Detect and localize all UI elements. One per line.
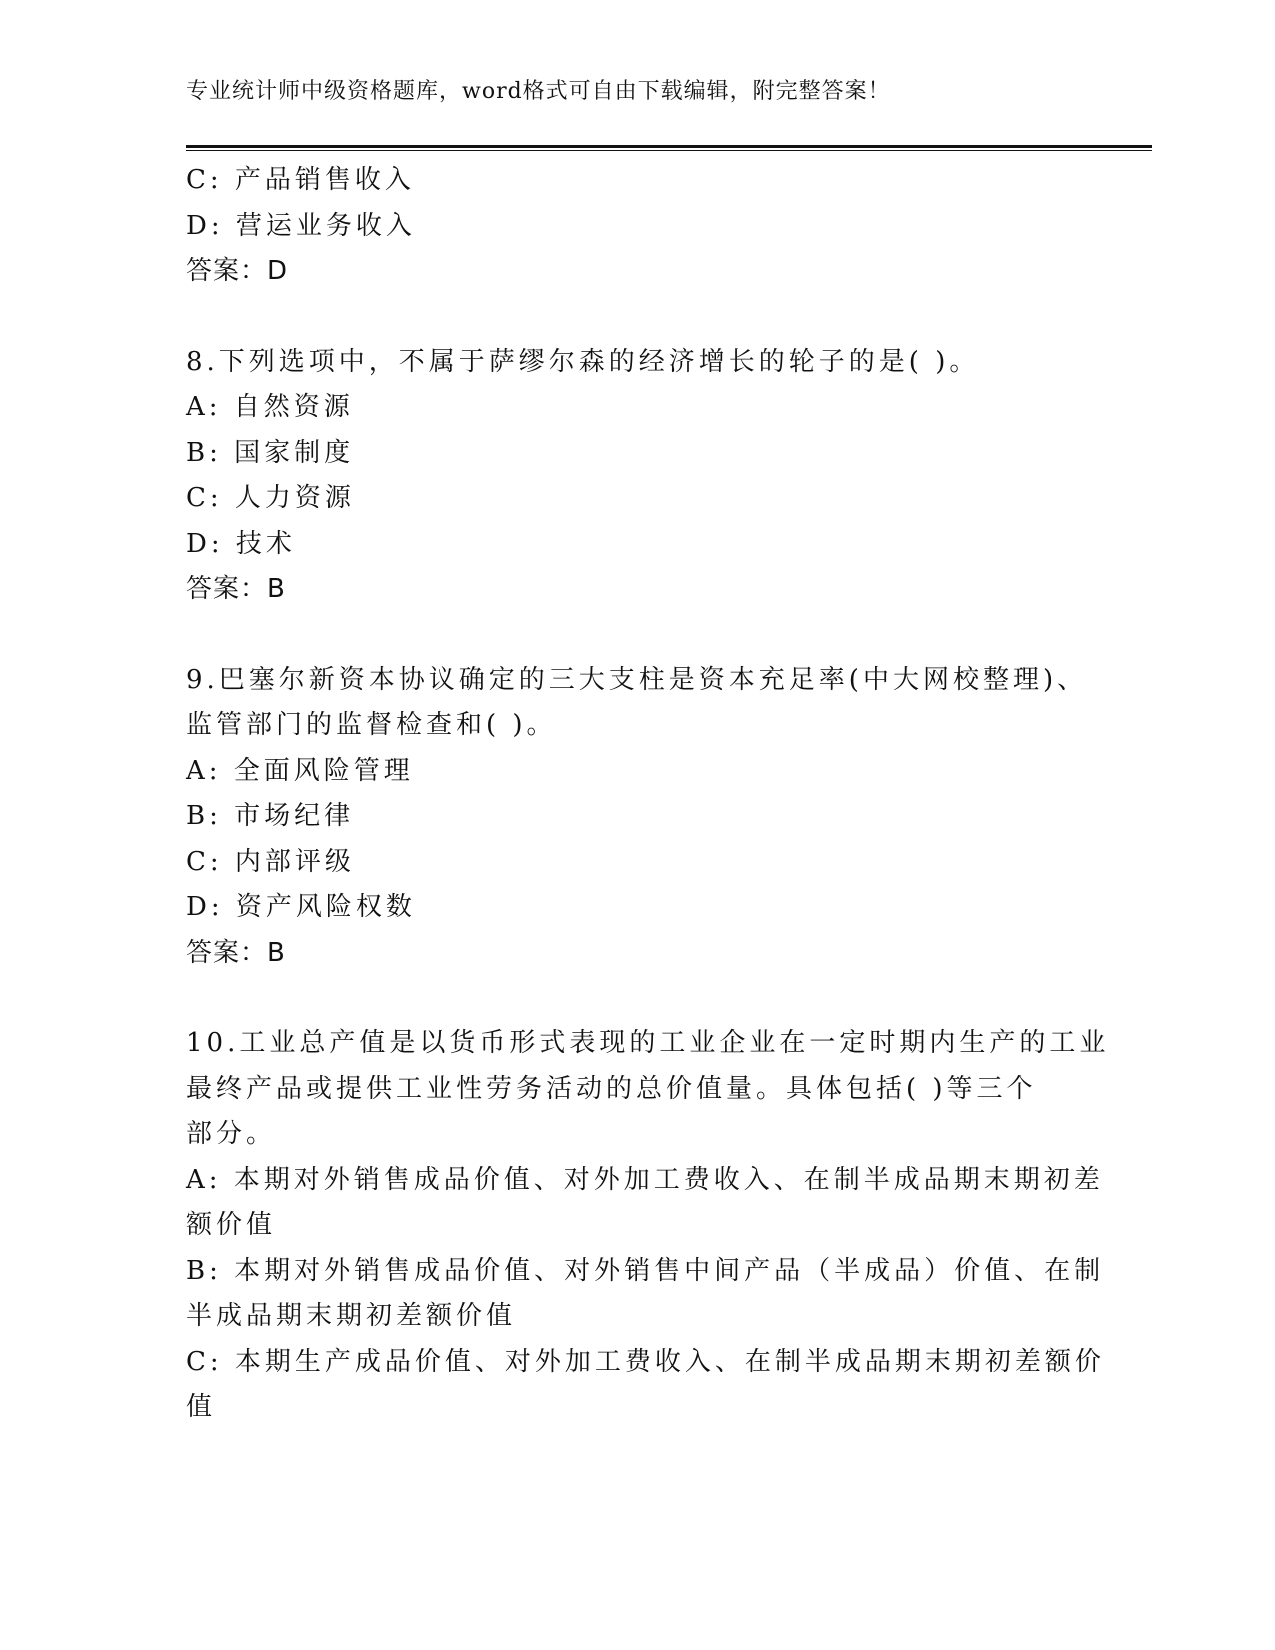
question-9-option-c: C: 内部评级: [186, 846, 355, 877]
question-9-option-d: D: 资产风险权数: [186, 892, 416, 922]
question-8-option-d: D: 技术: [186, 528, 296, 559]
question-10-option-b-line-2: 半成品期末期初差额价值: [186, 1301, 517, 1331]
question-10-option-c-line-2: 值: [186, 1392, 217, 1422]
question-content: [186, 158, 1110, 1431]
question-8-stem: 8.下列选项中，不属于萨缪尔森的经济增长的轮子的是( )。: [186, 346, 980, 377]
question-10-option-c-line-1: C: 本期生产成品价值、对外加工费收入、在制半成品期末期初差额价: [186, 1346, 1105, 1377]
question-8-option-c: C: 人力资源: [186, 483, 355, 513]
question-9-answer: 答案：B: [186, 937, 286, 968]
question-9-stem-line-1: 9.巴塞尔新资本协议确定的三大支柱是资本充足率(中大网校整理)、: [186, 664, 1088, 695]
question-8-answer: 答案：B: [186, 574, 286, 604]
header-rule-thin: [186, 150, 1152, 151]
option-d: D: 营运业务收入: [186, 210, 416, 241]
page-header: 专业统计师中级资格题库，word格式可自由下载编辑，附完整答案！: [186, 79, 891, 104]
question-10-stem-line-3: 部分。: [186, 1119, 277, 1149]
question-10-option-b-line-1: B: 本期对外销售成品价值、对外销售中间产品（半成品）价值、在制: [186, 1255, 1105, 1286]
question-10-stem-line-1: 10.工业总产值是以货币形式表现的工业企业在一定时期内生产的工业: [186, 1028, 1110, 1058]
question-8-option-a: A: 自然资源: [186, 392, 354, 422]
question-9-option-b: B: 市场纪律: [186, 801, 355, 831]
question-9-stem-line-2: 监管部门的监督检查和( )。: [186, 710, 557, 740]
question-10-stem-line-2: 最终产品或提供工业性劳务活动的总价值量。具体包括( )等三个: [186, 1073, 1037, 1104]
header-rule-thick: [186, 145, 1152, 148]
question-10-option-a-line-1: A: 本期对外销售成品价值、对外加工费收入、在制半成品期末期初差: [186, 1164, 1104, 1195]
option-c: C: 产品销售收入: [186, 165, 415, 195]
answer-line: 答案：D: [186, 256, 289, 286]
question-9-option-a: A: 全面风险管理: [186, 755, 414, 786]
question-8-option-b: B: 国家制度: [186, 437, 355, 468]
question-10-option-a-line-2: 额价值: [186, 1210, 277, 1240]
